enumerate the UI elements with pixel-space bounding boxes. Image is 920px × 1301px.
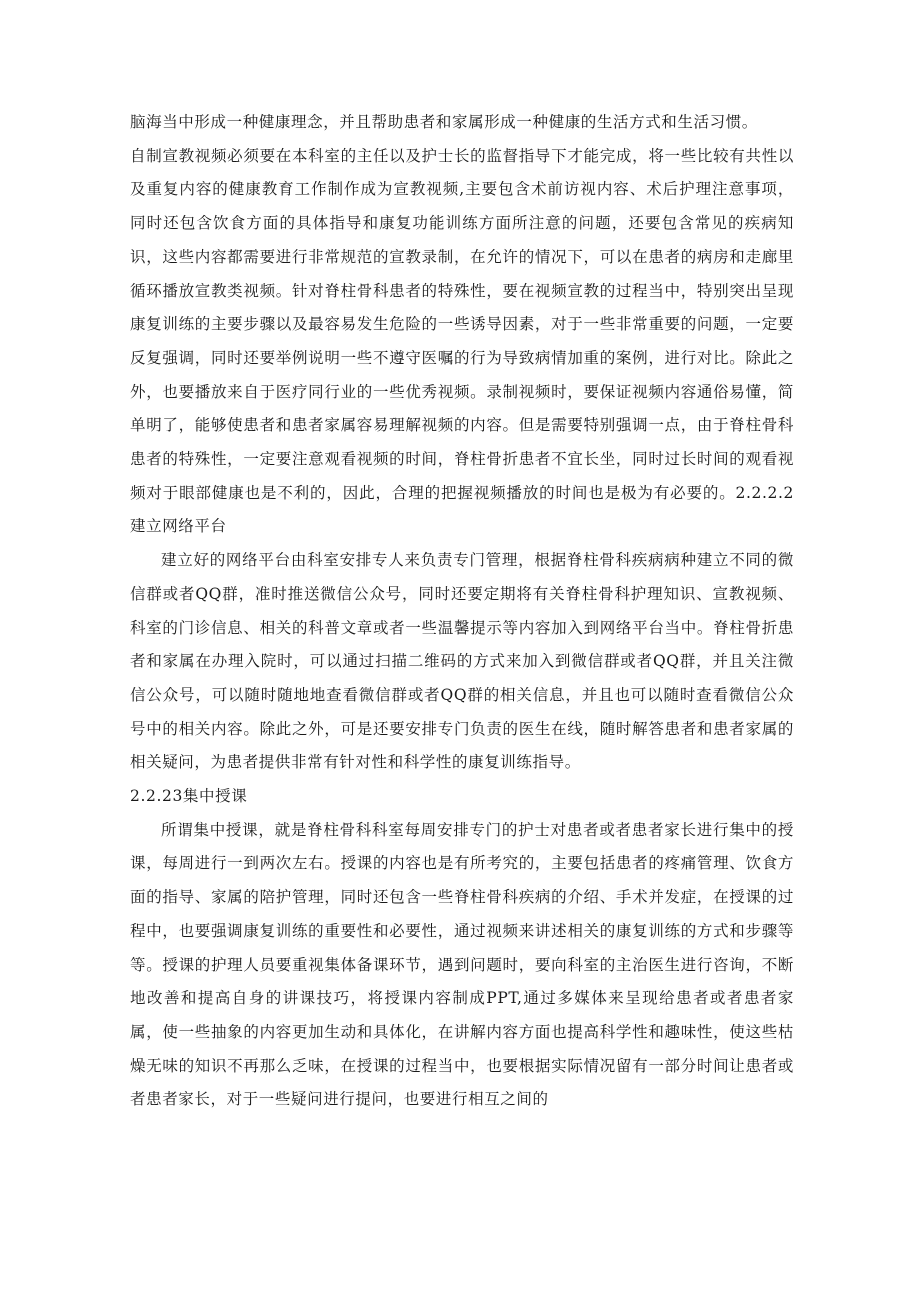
paragraph-centralized-lecture: 所谓集中授课，就是脊柱骨科科室每周安排专门的护士对患者或者患者家长进行集中的授课，每周进行一到两次左右。授课的内容也是有所考究的，主要包括患者的疼痛管理、饮食方面的指导、家属的陪护管理，同时还包含一些脊柱骨科疾病的介绍、手术并发症，在授课的过程中，也要强调康复训练的重要性和必要性，通过视频来讲述相关的康复训练的方式和步骤等等。授课的护理人员要重视集体备课环节，遇到问题时，要向科室的主治医生进行咨询，不断地改善和提高自身的讲课技巧，将授课内容制成PPT,通过多媒体来呈现给患者或者患者家属，使一些抽象的内容更加生动和具体化，在讲解内容方面也提高科学性和趣味性，使这些枯燥无味的知识不再那么乏味，在授课的过程当中，也要根据实际情况留有一部分时间让患者或者患者家长，对于一些疑问进行提问，也要进行相互之间的 [130,820,794,1109]
paragraph-health-concept: 脑海当中形成一种健康理念，并且帮助患者和家属形成一种健康的生活方式和生活习惯。 [130,113,758,131]
paragraph-network-platform: 建立好的网络平台由科室安排专人来负责专门管理，根据脊柱骨科疾病病种建立不同的微信群或者QQ群，准时推送微信公众号，同时还要定期将有关脊柱骨科护理知识、宣教视频、科室的门诊信息、相关的科普文章或者一些温馨提示等内容加入到网络平台当中。脊柱骨折患者和家属在办理入院时，可以通过扫描二维码的方式来加入到微信群或者QQ群，并且关注微信公众号，可以随时随地地查看微信群或者QQ群的相关信息，并且也可以随时查看微信公众号中的相关内容。除此之外，可是还要安排专门负责的医生在线，随时解答患者和患者家属的相关疑问，为患者提供非常有针对性和科学性的康复训练指导。 [130,551,794,772]
paragraph-education-video: 自制宣教视频必须要在本科室的主任以及护士长的监督指导下才能完成，将一些比较有共性以及重复内容的健康教育工作制作成为宣教视频,主要包含术前访视内容、术后护理注意事项，同时还包含饮食方面的具体指导和康复功能训练方面所注意的问题，还要包含常见的疾病知识，这些内容都需要进行非常规范的宣教录制，在允许的情况下，可以在患者的病房和走廊里循环播放宣教类视频。针对脊柱骨科患者的特殊性，要在视频宣教的过程当中，特别突出呈现康复训练的主要步骤以及最容易发生危险的一些诱导因素，对于一些非常重要的问题，一定要反复强调，同时还要举例说明一些不遵守医嘱的行为导致病情加重的案例，进行对比。除此之外，也要播放来自于医疗同行业的一些优秀视频。录制视频时，要保证视频内容通俗易懂，简单明了，能够使患者和患者家属容易理解视频的内容。但是需要特别强调一点，由于脊柱骨科患者的特殊性，一定要注意观看视频的时间，脊柱骨折患者不宜长坐，同时过长时间的观看视频对于眼部健康也是不利的，因此，合理的把握视频播放的时间也是极为有必要的。2.2.2.2建立网络平台 [130,146,794,536]
document-page [130,106,794,1117]
section-heading-centralized-lecture: 2.2.23集中授课 [130,787,248,806]
